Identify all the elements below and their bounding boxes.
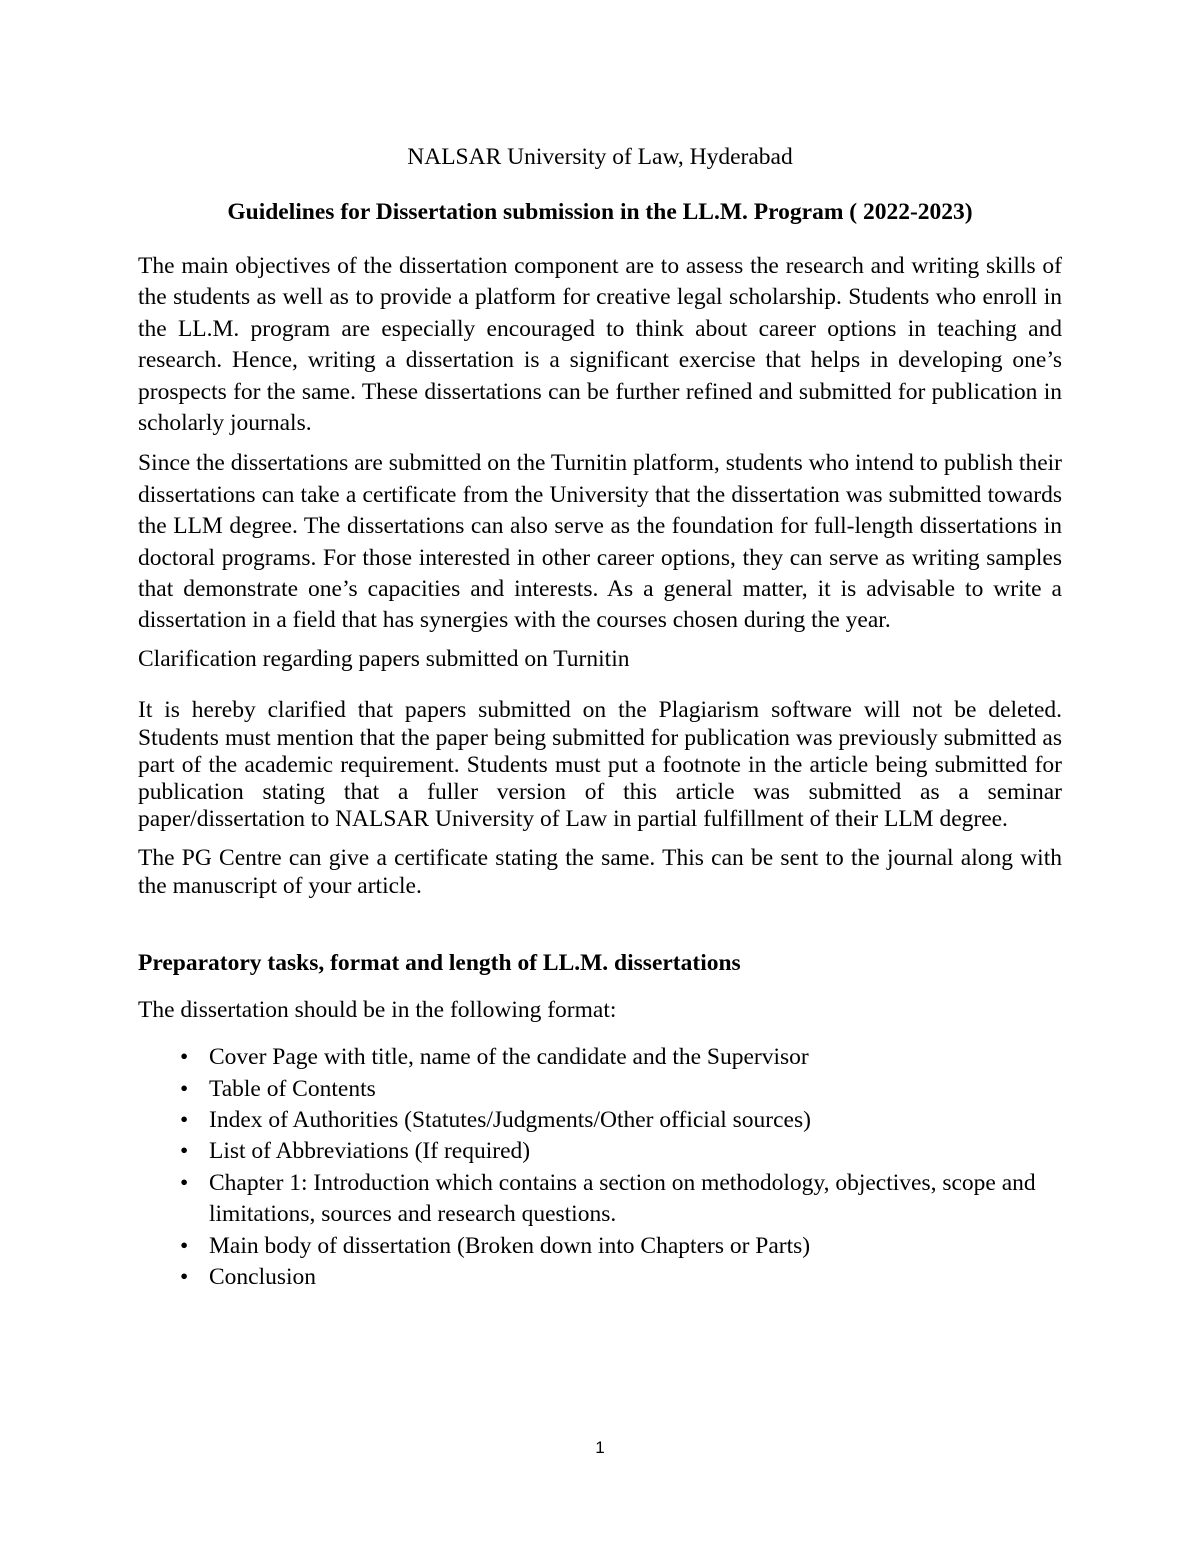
list-item <box>138 1168 1062 1231</box>
list-item <box>138 1136 1062 1167</box>
list-item-label: Main body of dissertation (Broken down into Chapters or Parts) <box>209 1232 811 1259</box>
list-item-label: Chapter 1: Introduction which contains a section on methodology, objectives, scope and limitations, sources and research questions. <box>209 1169 1036 1228</box>
list-item <box>138 1105 1062 1136</box>
bullet-icon: • <box>180 1169 189 1196</box>
bullet-icon: • <box>180 1075 189 1102</box>
document-body <box>138 140 1062 1293</box>
document-subtitle: Guidelines for Dissertation submission in the LL.M. Program ( 2022-2023) <box>227 199 973 225</box>
list-item <box>138 1042 1062 1073</box>
page-number-footer: 1 <box>595 1438 605 1457</box>
list-item <box>138 1231 1062 1262</box>
paragraph-pg-centre: The PG Centre can give a certificate stating the same. This can be sent to the journal along with the manuscript of your article. <box>138 845 1062 899</box>
paragraph-clarification-body: It is hereby clarified that papers submitted on the Plagiarism software will not be deleted. Students must mention that the paper being submitted for publication was previously submitted as part of the academic requirement. Students must put a footnote in the article being submitted for publication stating that a fuller version of this article was submitted as a seminar paper/dissertation to NALSAR University of Law in partial fulfillment of their LLM degree. <box>138 697 1062 833</box>
paragraph-turnitin: Since the dissertations are submitted on the Turnitin platform, students who intend to publish their dissertations can take a certificate from the University that the dissertation was submitted towards the LLM degree. The dissertations can also serve as the foundation for full-length dissertations in doctoral programs. For those interested in other career options, they can serve as writing samples that demonstrate one’s capacities and interests. As a general matter, it is advisable to write a dissertation in a field that has synergies with the courses chosen during the year. <box>138 450 1062 634</box>
format-requirements-list <box>138 1042 1062 1293</box>
list-item-label: List of Abbreviations (If required) <box>209 1138 531 1165</box>
paragraph-intro: The main objectives of the dissertation component are to assess the research and writing skills of the students as well as to provide a platform for creative legal scholarship. Students who enroll in the LL.M. program are especially encouraged to think about career options in teaching and research. Hence, writing a dissertation is a significant exercise that helps in developing one’s prospects for the same. These dissertations can be further refined and submitted for publication in scholarly journals. <box>138 253 1062 437</box>
clarification-heading: Clarification regarding papers submitted on Turnitin <box>138 645 630 672</box>
list-item-label: Index of Authorities (Statutes/Judgments/Other official sources) <box>209 1107 811 1134</box>
bullet-icon: • <box>180 1107 189 1134</box>
page-title: NALSAR University of Law, Hyderabad <box>407 144 793 170</box>
list-item-label: Table of Contents <box>209 1075 376 1102</box>
format-lead-in: The dissertation should be in the following format: <box>138 996 617 1023</box>
list-item-label: Cover Page with title, name of the candidate and the Supervisor <box>209 1044 809 1071</box>
bullet-icon: • <box>180 1232 189 1259</box>
list-item <box>138 1074 1062 1105</box>
bullet-icon: • <box>180 1044 189 1071</box>
bullet-icon: • <box>180 1264 189 1291</box>
section-heading-preparatory-tasks: Preparatory tasks, format and length of LL.M. dissertations <box>138 949 741 976</box>
list-item-label: Conclusion <box>209 1264 317 1291</box>
list-item <box>138 1262 1062 1293</box>
bullet-icon: • <box>180 1138 189 1165</box>
